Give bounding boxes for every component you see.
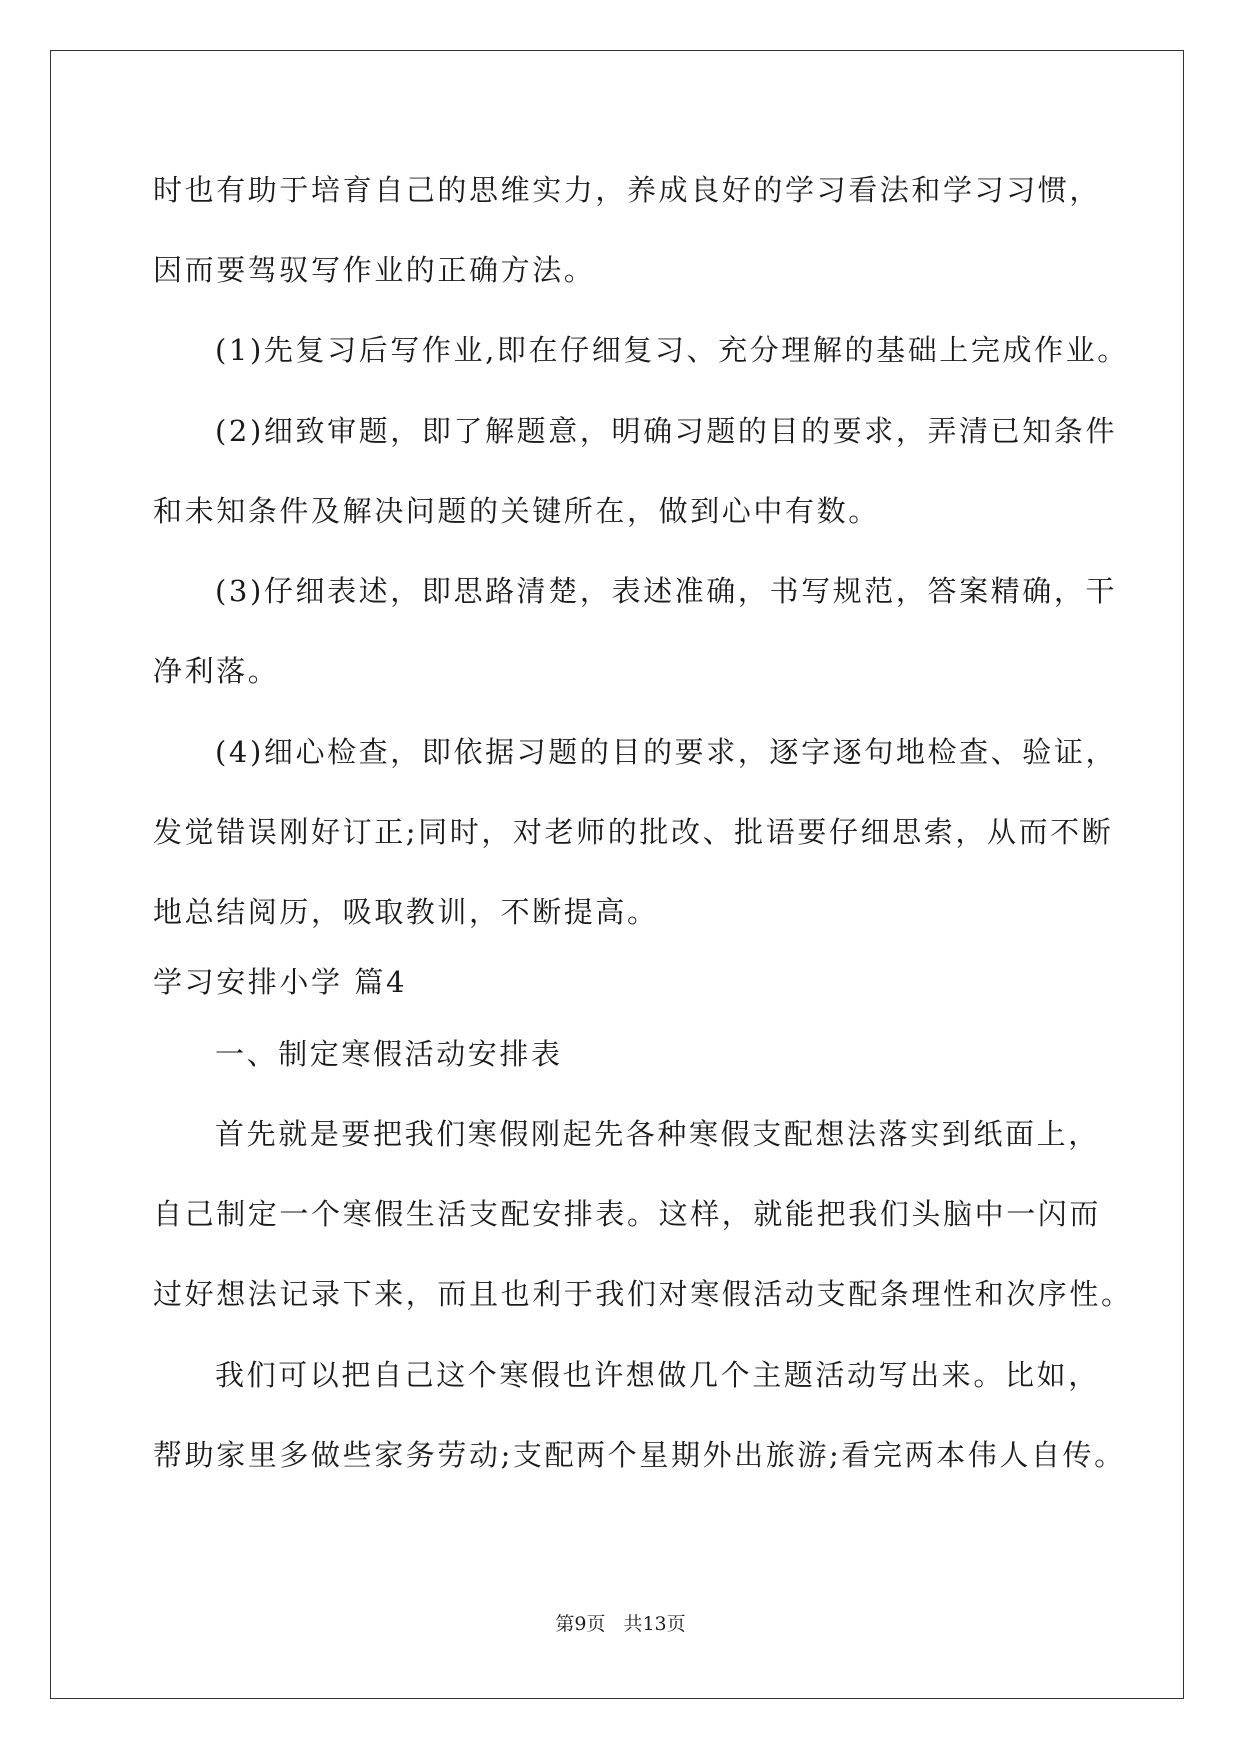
text-line-10: 地总结阅历，吸取教训，不断提高。 xyxy=(153,895,659,929)
text-line-5: 和未知条件及解决问题的关键所在，做到心中有数。 xyxy=(153,494,880,528)
text-line-8: (4)细心检查，即依据习题的目的要求，逐字逐句地检查、验证， xyxy=(215,735,1118,769)
page-total: 共13页 xyxy=(623,1613,686,1635)
text-line-1: 时也有助于培育自己的思维实力，养成良好的学习看法和学习习惯， xyxy=(153,173,1102,207)
text-line-7: 净利落。 xyxy=(153,654,280,688)
text-line-15: 过好想法记录下来，而且也利于我们对寒假活动支配条理性和次序性。 xyxy=(153,1277,1133,1311)
text-line-16: 我们可以把自己这个寒假也许想做几个主题活动写出来。比如， xyxy=(215,1358,1100,1392)
text-line-6: (3)仔细表述，即思路清楚，表述准确，书写规范，答案精确，干 xyxy=(215,574,1118,608)
text-line-13: 首先就是要把我们寒假刚起先各种寒假支配想法落实到纸面上， xyxy=(215,1117,1100,1151)
text-line-4: (2)细致审题，即了解题意，明确习题的目的要求，弄清已知条件 xyxy=(215,414,1118,448)
text-line-14: 自己制定一个寒假生活支配安排表。这样，就能把我们头脑中一闪而 xyxy=(153,1197,1102,1231)
text-line-9: 发觉错误刚好订正;同时，对老师的批改、批语要仔细思索，从而不断 xyxy=(153,815,1114,849)
text-line-12: 一、制定寒假活动安排表 xyxy=(215,1037,563,1071)
text-line-2: 因而要驾驭写作业的正确方法。 xyxy=(153,253,596,287)
page-number: 第9页 xyxy=(555,1613,606,1635)
section-heading: 学习安排小学 篇4 xyxy=(153,965,408,999)
text-line-17: 帮助家里多做些家务劳动;支配两个星期外出旅游;看完两本伟人自传。 xyxy=(153,1438,1126,1472)
text-line-3: (1)先复习后写作业,即在仔细复习、充分理解的基础上完成作业。 xyxy=(215,333,1129,367)
page-footer xyxy=(0,1612,1241,1636)
